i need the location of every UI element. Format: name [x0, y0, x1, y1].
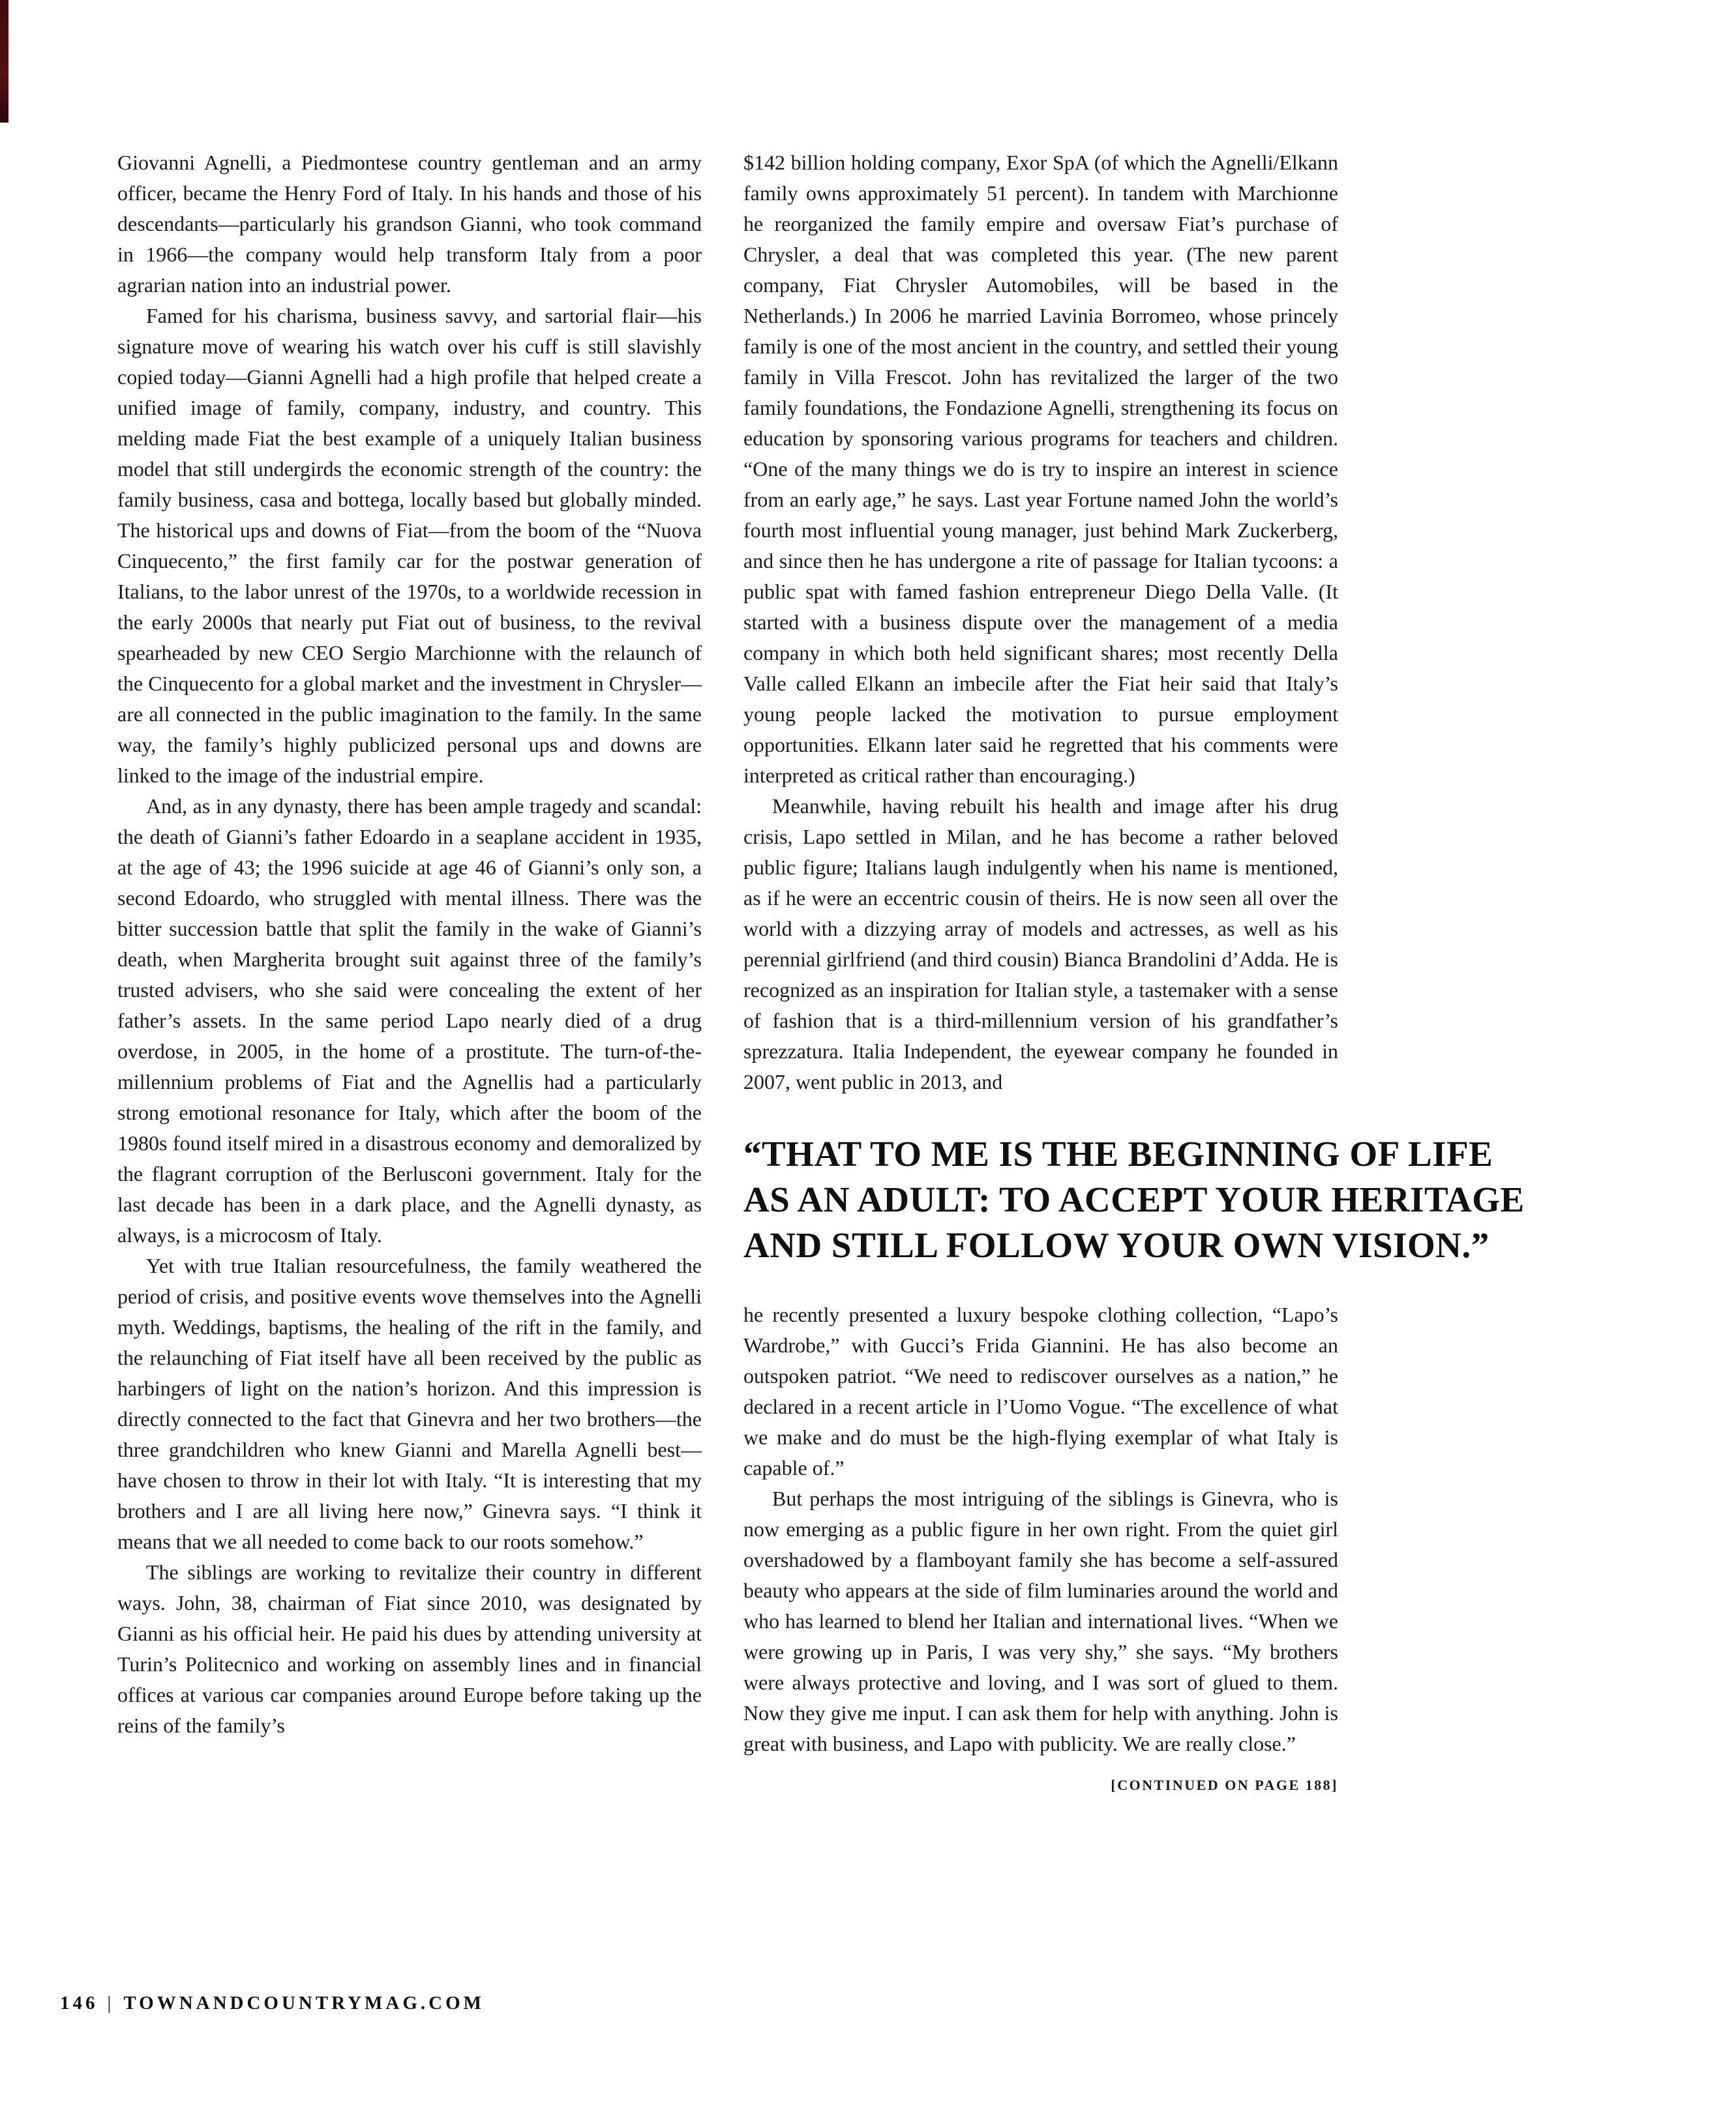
body-paragraph: $142 billion holding company, Exor SpA (of which the Agnelli/Elkann family owns approximately 51 percent). In tandem with Marchionne he reorganized the family empire and oversaw Fiat’s purchase of Chrysler, a deal that was completed this year. (The new parent company, Fiat Chrysler Automobiles, will be based in the Netherlands.) In 2006 he married Lavinia Borromeo, whose princely family is one of the most ancient in the country, and settled their young family in Villa Frescot. John has revitalized the larger of the two family foundations, the Fondazione Agnelli, strengthening its focus on education by sponsoring various programs for teachers and children. “One of the many things we do is try to inspire an interest in science from an early age,” he says. Last year Fortune named John the world’s fourth most influential young manager, just behind Mark Zuckerberg, and since then he has undergone a rite of passage for Italian tycoons: a public spat with famed fashion entrepreneur Diego Della Valle. (It started with a business dispute over the management of a media company in which both held significant shares; most recently Della Valle called Elkann an imbecile after the Fiat heir said that Italy’s young people lacked the motivation to pursue employment opportunities. Elkann later said he regretted that his comments were interpreted as critical rather than encouraging.) [743, 151, 1338, 787]
pull-quote [743, 1131, 1586, 1268]
page-edge-artifact [0, 0, 8, 123]
body-paragraph [743, 1483, 1338, 1793]
pull-quote-line: “THAT TO ME IS THE BEGINNING OF LIFE [743, 1134, 1493, 1174]
left-column [117, 147, 702, 1741]
pull-quote-line: AND STILL FOLLOW YOUR OWN VISION.” [743, 1225, 1489, 1265]
page-number: 146 [60, 1993, 98, 2014]
body-paragraph: he recently presented a luxury bespoke clothing collection, “Lapo’s Wardrobe,” with Gucci’s Frida Giannini. He has also become an outspoken patriot. “We need to rediscover ourselves as a nation,” he declared in a recent article in l’Uomo Vogue. “The excellence of what we make and do must be the high-flying exemplar of what Italy is capable of.” [743, 1303, 1338, 1480]
body-paragraph: Meanwhile, having rebuilt his health and image after his drug crisis, Lapo settled in Milan, and he has become a rather beloved public figure; Italians laugh indulgently when his name is mentioned, as if he were an eccentric cousin of theirs. He is now seen all over the world with a dizzying array of models and actresses, as well as his perennial girlfriend (and third cousin) Bianca Brandolini d’Adda. He is recognized as an inspiration for Italian style, a tastemaker with a sense of fashion that is a third-millennium version of his grandfather’s sprezzatura. Italia Independent, the eyewear company he founded in 2007, went public in 2013, and [743, 794, 1338, 1093]
body-paragraph: And, as in any dynasty, there has been ample tragedy and scandal: the death of Gianni’s father Edoardo in a seaplane accident in 1935, at the age of 43; the 1996 suicide at age 46 of Gianni’s only son, a second Edoardo, who struggled with mental illness. There was the bitter succession battle that split the family in the wake of Gianni’s death, when Margherita brought suit against three of the family’s trusted advisers, who she said were concealing the extent of her father’s assets. In the same period Lapo nearly died of a drug overdose, in 2005, in the home of a prostitute. The turn-of-the-millennium problems of Fiat and the Agnellis had a particularly strong emotional resonance for Italy, which after the boom of the 1980s found itself mired in a disastrous economy and demoralized by the flagrant corruption of the Berlusconi government. Italy for the last decade has been in a dark place, and the Agnelli dynasty, as always, is a microcosm of Italy. [117, 794, 702, 1247]
body-paragraph-text: But perhaps the most intriguing of the siblings is Ginevra, who is now emerging as a public figure in her own right. From the quiet girl overshadowed by a flamboyant family she has become a self-assured beauty who appears at the side of film luminaries around the world and who has learned to blend her Italian and international lives. “When we were growing up in Paris, I was very shy,” she says. “My brothers were always protective and loving, and I was sort of glued to them. Now they give me input. I can ask them for help with anything. John is great with business, and Lapo with publicity. We are really close.” [743, 1487, 1338, 1755]
body-paragraph: Famed for his charisma, business savvy, and sartorial flair—his signature move of wearing his watch over his cuff is still slavishly copied today—Gianni Agnelli had a high profile that helped create a unified image of family, company, industry, and country. This melding made Fiat the best example of a uniquely Italian business model that still undergirds the economic strength of the country: the family business, casa and bottega, locally based but globally minded. The historical ups and downs of Fiat—from the boom of the “Nuova Cinquecento,” the first family car for the postwar generation of Italians, to the labor unrest of the 1970s, to a worldwide recession in the early 2000s that nearly put Fiat out of business, to the revival spearheaded by new CEO Sergio Marchionne with the relaunch of the Cinquecento for a global market and the investment in Chrysler—are all connected in the public imagination to the family. In the same way, the family’s highly publicized personal ups and downs are linked to the image of the industrial empire. [117, 304, 702, 787]
right-column [743, 147, 1525, 1800]
magazine-url: TOWNANDCOUNTRYMAG.COM [123, 1993, 485, 2014]
footer-separator: | [107, 1993, 115, 2014]
body-paragraph: Giovanni Agnelli, a Piedmontese country gentleman and an army officer, became the Henry Ford of Italy. In his hands and those of his descendants—particularly his grandson Gianni, who took command in 1966—the company would help transform Italy from a poor agrarian nation into an industrial power. [117, 151, 702, 297]
pull-quote-line: AS AN ADULT: TO ACCEPT YOUR HERITAGE [743, 1180, 1525, 1219]
body-paragraph: The siblings are working to revitalize their country in different ways. John, 38, chairman of Fiat since 2010, was designated by Gianni as his official heir. He paid his dues by attending university at Turin’s Politecnico and working on assembly lines and in financial offices at various car companies around Europe before taking up the reins of the family’s [117, 1560, 702, 1737]
page-footer [60, 1993, 485, 2014]
continued-on-page-notice: [CONTINUED ON PAGE 188] [1111, 1777, 1338, 1793]
body-paragraph: Yet with true Italian resourcefulness, the family weathered the period of crisis, and positive events wove themselves into the Agnelli myth. Weddings, baptisms, the healing of the rift in the family, and the relaunching of Fiat itself have all been received by the public as harbingers of light on the nation’s horizon. And this impression is directly connected to the fact that Ginevra and her two brothers—the three grandchildren who knew Gianni and Marella Agnelli best—have chosen to throw in their lot with Italy. “It is interesting that my brothers and I are all living here now,” Ginevra says. “I think it means that we all needed to come back to our roots somehow.” [117, 1254, 702, 1553]
